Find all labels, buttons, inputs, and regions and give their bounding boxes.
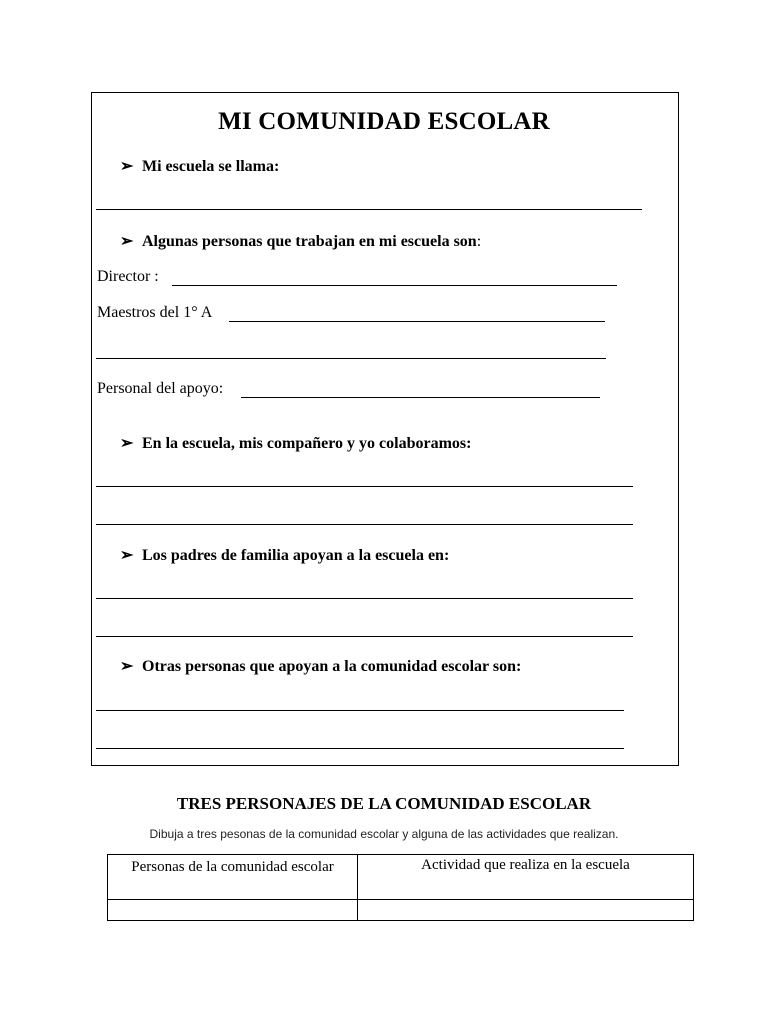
table-cell-activity[interactable] <box>358 900 694 921</box>
answer-line[interactable] <box>96 486 633 487</box>
section-title: TRES PERSONAJES DE LA COMUNIDAD ESCOLAR <box>176 794 592 813</box>
question-collaboration <box>120 433 471 453</box>
question-text: Otras personas que apoyan a la comunidad escolar son: <box>142 658 522 675</box>
arrow-bullet-icon: ➢ <box>120 233 134 250</box>
table-row <box>108 900 694 921</box>
answer-line[interactable] <box>96 636 633 637</box>
table-cell-people[interactable] <box>108 900 358 921</box>
arrow-bullet-icon: ➢ <box>120 435 134 452</box>
arrow-bullet-icon: ➢ <box>120 547 134 564</box>
community-table <box>107 854 694 921</box>
support-staff-label: Personal del apoyo: <box>97 380 224 397</box>
question-text: Los padres de familia apoyan a la escuela en: <box>142 547 450 564</box>
question-text: En la escuela, mis compañero y yo colaboramos: <box>142 435 472 452</box>
director-answer-line[interactable] <box>172 285 617 286</box>
answer-line[interactable] <box>96 524 633 525</box>
worksheet-title: MI COMUNIDAD ESCOLAR <box>218 108 550 135</box>
arrow-bullet-icon: ➢ <box>120 658 134 675</box>
director-label: Director : <box>97 268 159 285</box>
question-school-staff <box>120 231 481 251</box>
answer-line[interactable] <box>96 748 624 749</box>
question-school-name <box>120 156 279 176</box>
answer-line[interactable] <box>96 209 642 210</box>
question-text: Mi escuela se llama: <box>142 158 280 175</box>
answer-line[interactable] <box>96 710 624 711</box>
teachers-label: Maestros del 1° A <box>97 304 213 321</box>
question-other-supporters <box>120 656 521 676</box>
table-header-people: Personas de la comunidad escolar <box>108 855 358 900</box>
section-instruction: Dibuja a tres pesonas de la comunidad escolar y alguna de las actividades que realizan. <box>149 827 619 841</box>
table-header-activity: Actividad que realiza en la escuela <box>358 855 694 900</box>
answer-line[interactable] <box>96 598 633 599</box>
question-colon: : <box>476 233 482 250</box>
answer-line[interactable] <box>96 358 606 359</box>
arrow-bullet-icon: ➢ <box>120 158 134 175</box>
table-header-row <box>108 855 694 900</box>
teachers-answer-line[interactable] <box>229 321 605 322</box>
support-staff-answer-line[interactable] <box>241 397 600 398</box>
question-parents-support <box>120 545 449 565</box>
question-text: Algunas personas que trabajan en mi escuela son <box>142 233 477 250</box>
